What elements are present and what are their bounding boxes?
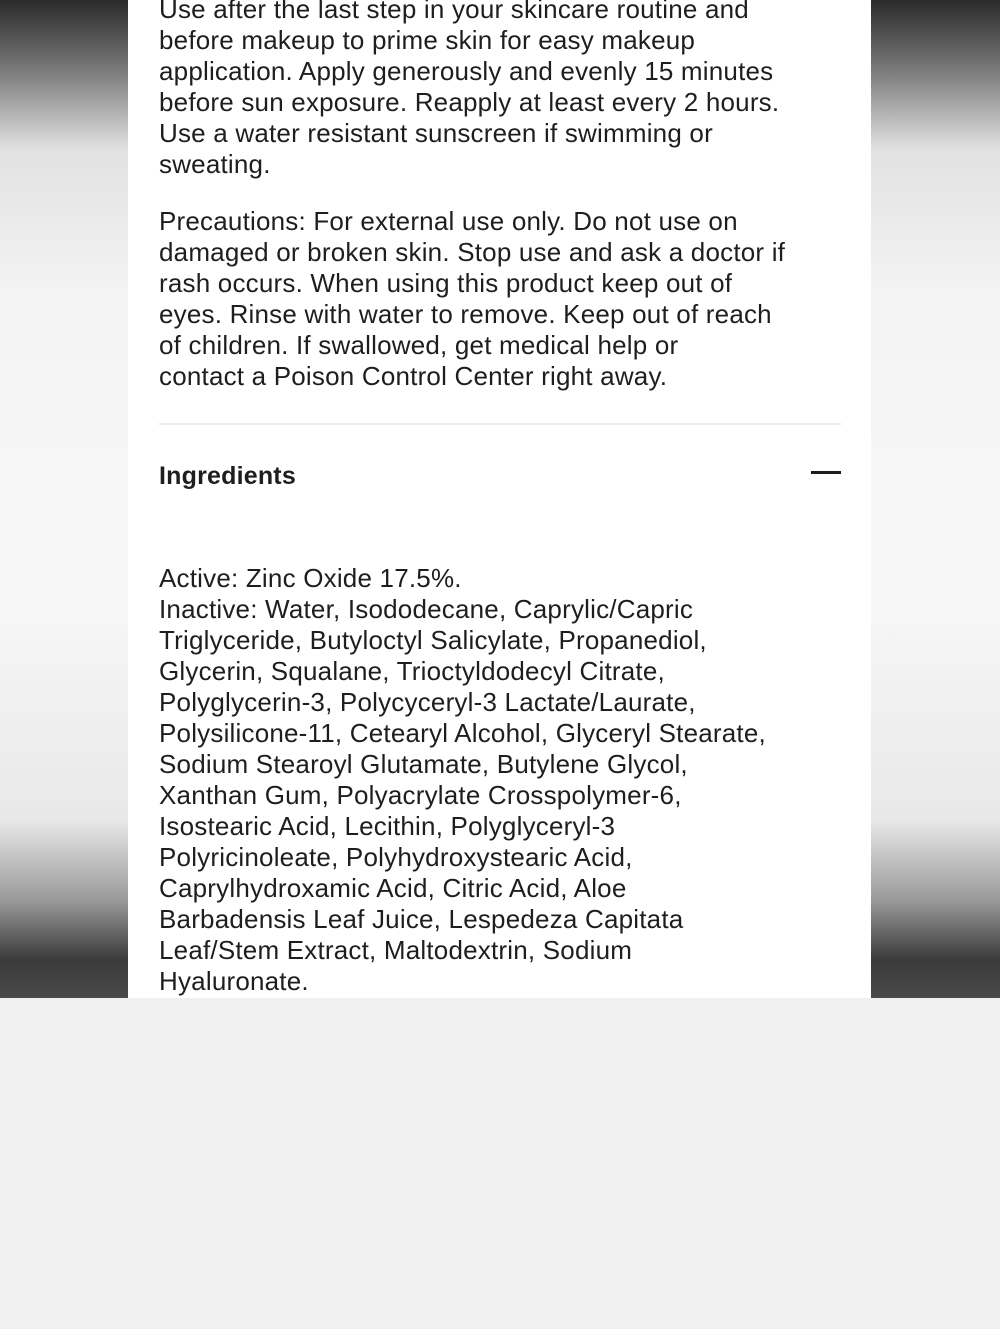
directions-text: Use after the last step in your skincare routine and before makeup to prime skin for easy makeup application. Apply generously and evenly 15 minutes before sun exposure. Reapply at least every 2 hours. Use a water resistant sunscreen if swimming or sweating. bbox=[159, 0, 780, 179]
section-divider bbox=[159, 423, 841, 425]
minus-icon[interactable] bbox=[811, 471, 841, 474]
precautions-text: Precautions: For external use only. Do not use on damaged or broken skin. Stop use and ask a doctor if rash occurs. When using this product keep out of eyes. Rinse with water to remove. Keep out of reach of children. If swallowed, get medical help or contact a Poison Control Center right away. bbox=[159, 206, 786, 391]
product-details-card bbox=[128, 0, 871, 998]
ingredients-list-text: Active: Zinc Oxide 17.5%. Inactive: Water, Isododecane, Caprylic/Capric Triglyceride, Butyloctyl Salicylate, Propanediol, Glycerin, Squalane, Trioctyldodecyl Citrate, Polyglycerin-3, Polycyceryl-3 Lactate/Laurate, Polysilicone-11, Cetearyl Alcohol, Glyceryl Stearate, Sodium Stearoyl Glutamate, Butylene Glycol, Xanthan Gum, Polyacrylate Crosspolymer-6, Isostearic Acid, Lecithin, Polyglyceryl-3 Polyricinoleate, Polyhydroxystearic Acid, Caprylhydroxamic Acid, Citric Acid, Aloe Barbadensis Leaf Juice, Lespedeza Capitata Leaf/Stem Extract, Maltodextrin, Sodium Hyaluronate. bbox=[159, 563, 766, 996]
ingredients-title: Ingredients bbox=[159, 462, 296, 490]
ingredients-accordion-header[interactable] bbox=[159, 460, 841, 496]
